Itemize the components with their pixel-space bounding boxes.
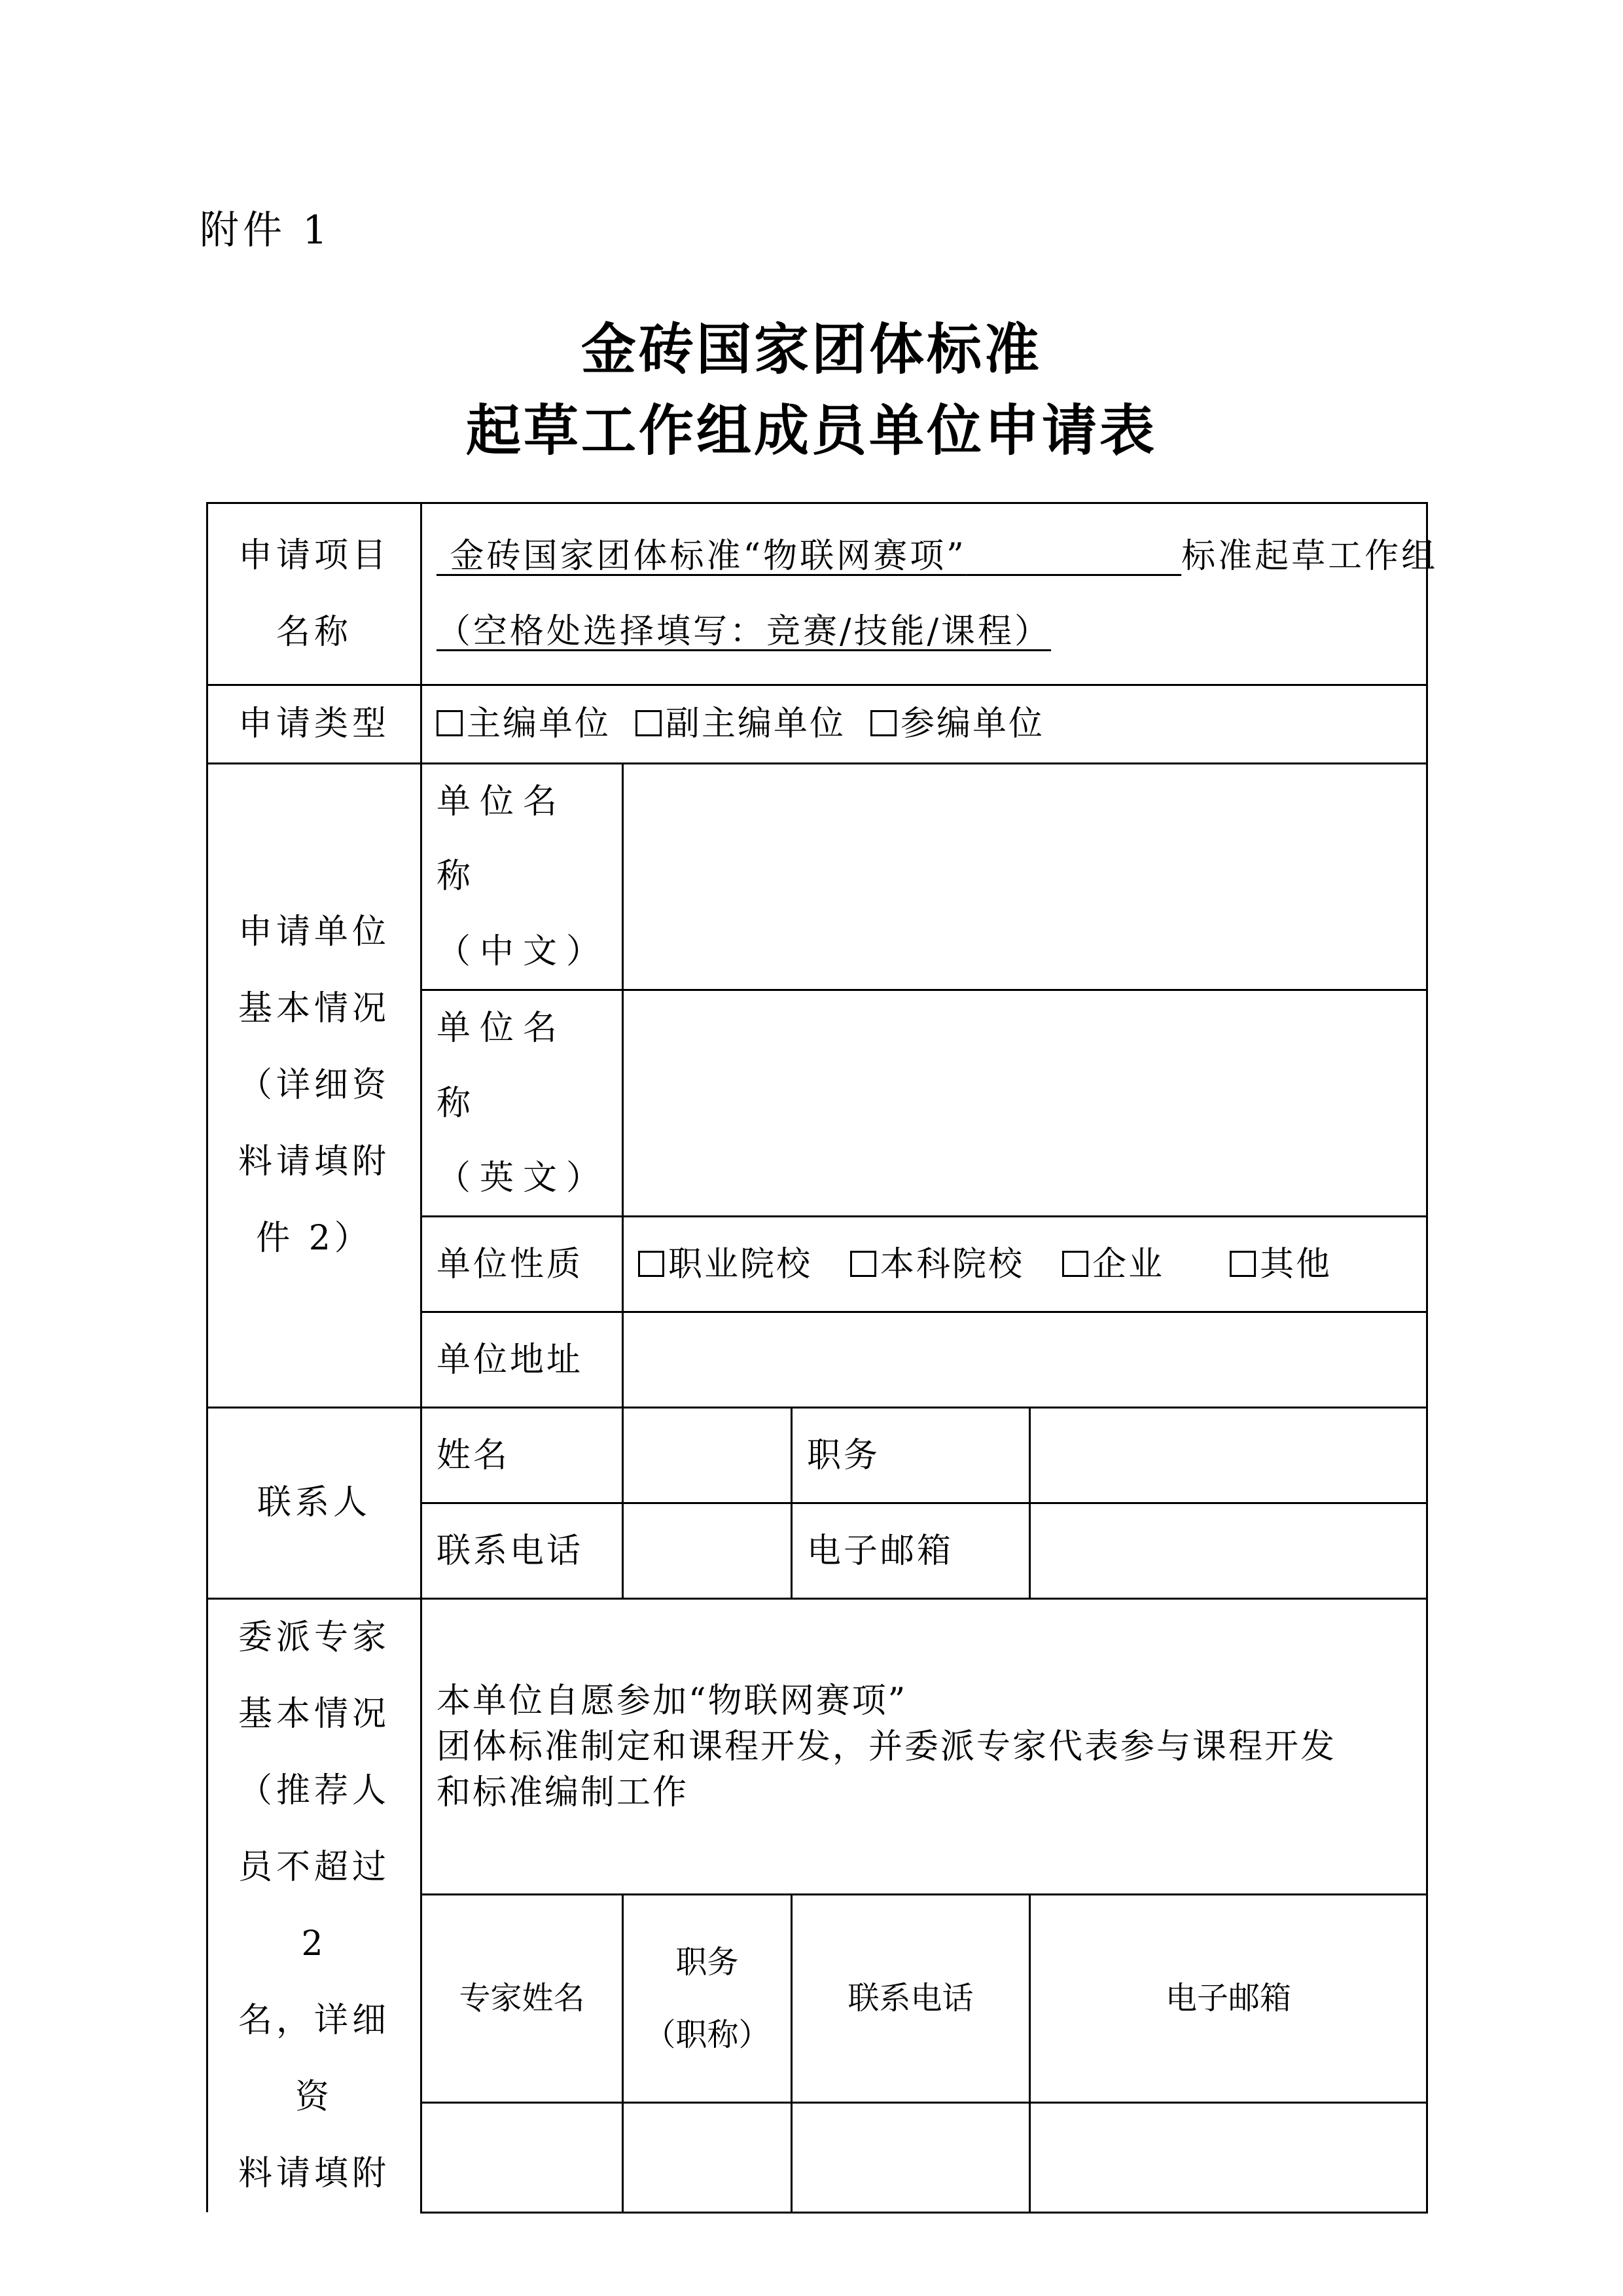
contact-email-label: 电子邮箱 (792, 1503, 1030, 1599)
contact-row-1 (207, 1408, 1427, 1503)
unit-address-label: 单位地址 (421, 1312, 623, 1408)
project-name-line (437, 519, 1438, 594)
expert-phone-header: 联系电话 (792, 1895, 1030, 2102)
option-enterprise[interactable]: 企业 (1062, 1242, 1164, 1287)
unit-info-label-line: 料请填附 (238, 1142, 390, 1182)
unit-name-cn-label (421, 764, 623, 990)
option-other[interactable]: 其他 (1230, 1242, 1332, 1287)
unit-address-field[interactable] (623, 1312, 1427, 1408)
unit-name-cn-label-line1: 单位名称 (437, 782, 567, 897)
expert-position-header (623, 1895, 792, 2102)
option-vocational-college[interactable]: 职业院校 (638, 1242, 812, 1287)
application-type-label: 申请类型 (207, 685, 421, 764)
checkbox-icon[interactable] (638, 1251, 664, 1277)
checkbox-icon[interactable] (437, 710, 463, 736)
unit-info-label-line: 申请单位 (238, 912, 390, 952)
contact-name-field[interactable] (623, 1408, 792, 1503)
page-title-line2: 起草工作组成员单位申请表 (465, 399, 1157, 463)
unit-name-cn-label-line2: （中文） (437, 931, 610, 971)
declaration-line3: 和标准编制工作 (437, 1772, 689, 1812)
unit-info-label-line: （详细资 (238, 1066, 390, 1105)
declaration-line1: 本单位自愿参加“物联网赛项” (437, 1681, 908, 1721)
project-name-blank[interactable] (437, 537, 1181, 576)
contact-phone-label: 联系电话 (421, 1503, 623, 1599)
project-label-cell (207, 503, 421, 685)
unit-name-cn-row (207, 764, 1427, 990)
unit-info-label-line: 件 2） (256, 1219, 372, 1259)
checkbox-icon[interactable] (635, 710, 662, 736)
project-name-cell[interactable] (421, 503, 1438, 685)
contact-phone-field[interactable] (623, 1503, 792, 1599)
expert-label-line: 基本情况 (238, 1695, 390, 1734)
application-type-row (207, 685, 1427, 764)
unit-name-en-label-line2: （英文） (437, 1158, 610, 1198)
unit-info-label-line: 基本情况 (238, 989, 390, 1029)
expert-label-line: 名，详细资 (238, 2001, 390, 2117)
expert-label-line: 委派专家 (238, 1618, 390, 1658)
contact-email-field[interactable] (1030, 1503, 1427, 1599)
unit-name-cn-field[interactable] (623, 764, 1427, 990)
project-name-suffix: 标准起草工作组 (1181, 537, 1438, 577)
checkbox-icon[interactable] (870, 710, 897, 736)
expert-email-header: 电子邮箱 (1030, 1895, 1427, 2102)
expert-position-field[interactable] (623, 2102, 792, 2212)
expert-position-header-line1: 职务 (675, 1944, 739, 1981)
expert-label-line: （推荐人 (238, 1771, 390, 1811)
expert-label-line: 员不超过 2 (238, 1848, 390, 1964)
expert-phone-field[interactable] (792, 2102, 1030, 2212)
contact-name-label: 姓名 (421, 1408, 623, 1503)
project-row (207, 503, 1427, 685)
option-participating-editor[interactable]: 参编单位 (870, 701, 1044, 747)
unit-name-en-label (421, 990, 623, 1217)
project-label-line1: 申请项目 (238, 535, 390, 575)
expert-label-cell (207, 1599, 421, 2213)
project-hint-text: （空格处选择填写：竞赛/技能/课程） (437, 611, 1052, 651)
expert-name-field[interactable] (421, 2102, 623, 2212)
option-undergraduate-college[interactable]: 本科院校 (850, 1242, 1024, 1287)
expert-declaration (421, 1599, 1427, 1895)
project-name-text: 金砖国家团体标准“物联网赛项” (450, 537, 967, 577)
expert-declaration-row (207, 1599, 1427, 1895)
application-type-options (421, 685, 1427, 764)
checkbox-icon[interactable] (1062, 1251, 1088, 1277)
expert-name-header: 专家姓名 (421, 1895, 623, 2102)
unit-nature-options (623, 1217, 1427, 1312)
page-title-line1: 金砖国家团体标准 (580, 317, 1042, 382)
expert-label-line: 料请填附 (238, 2154, 390, 2194)
unit-name-en-field[interactable] (623, 990, 1427, 1217)
checkbox-icon[interactable] (850, 1251, 876, 1277)
declaration-line2: 团体标准制定和课程开发，并委派专家代表参与课程开发 (437, 1727, 1337, 1767)
unit-name-en-label-line1: 单位名称 (437, 1009, 567, 1123)
attachment-label: 附件 1 (200, 207, 332, 253)
contact-label: 联系人 (207, 1408, 421, 1599)
application-form-table (206, 502, 1438, 2214)
expert-position-header-line2: （职称） (644, 2016, 770, 2053)
option-chief-editor[interactable]: 主编单位 (437, 701, 611, 747)
unit-info-label-cell (207, 764, 421, 1408)
expert-email-field[interactable] (1030, 2102, 1427, 2212)
contact-position-label: 职务 (792, 1408, 1030, 1503)
option-deputy-editor[interactable]: 副主编单位 (635, 701, 846, 747)
project-label-line2: 名称 (276, 612, 352, 652)
contact-position-field[interactable] (1030, 1408, 1427, 1503)
unit-nature-label: 单位性质 (421, 1217, 623, 1312)
project-hint-line (437, 594, 1412, 669)
checkbox-icon[interactable] (1230, 1251, 1256, 1277)
